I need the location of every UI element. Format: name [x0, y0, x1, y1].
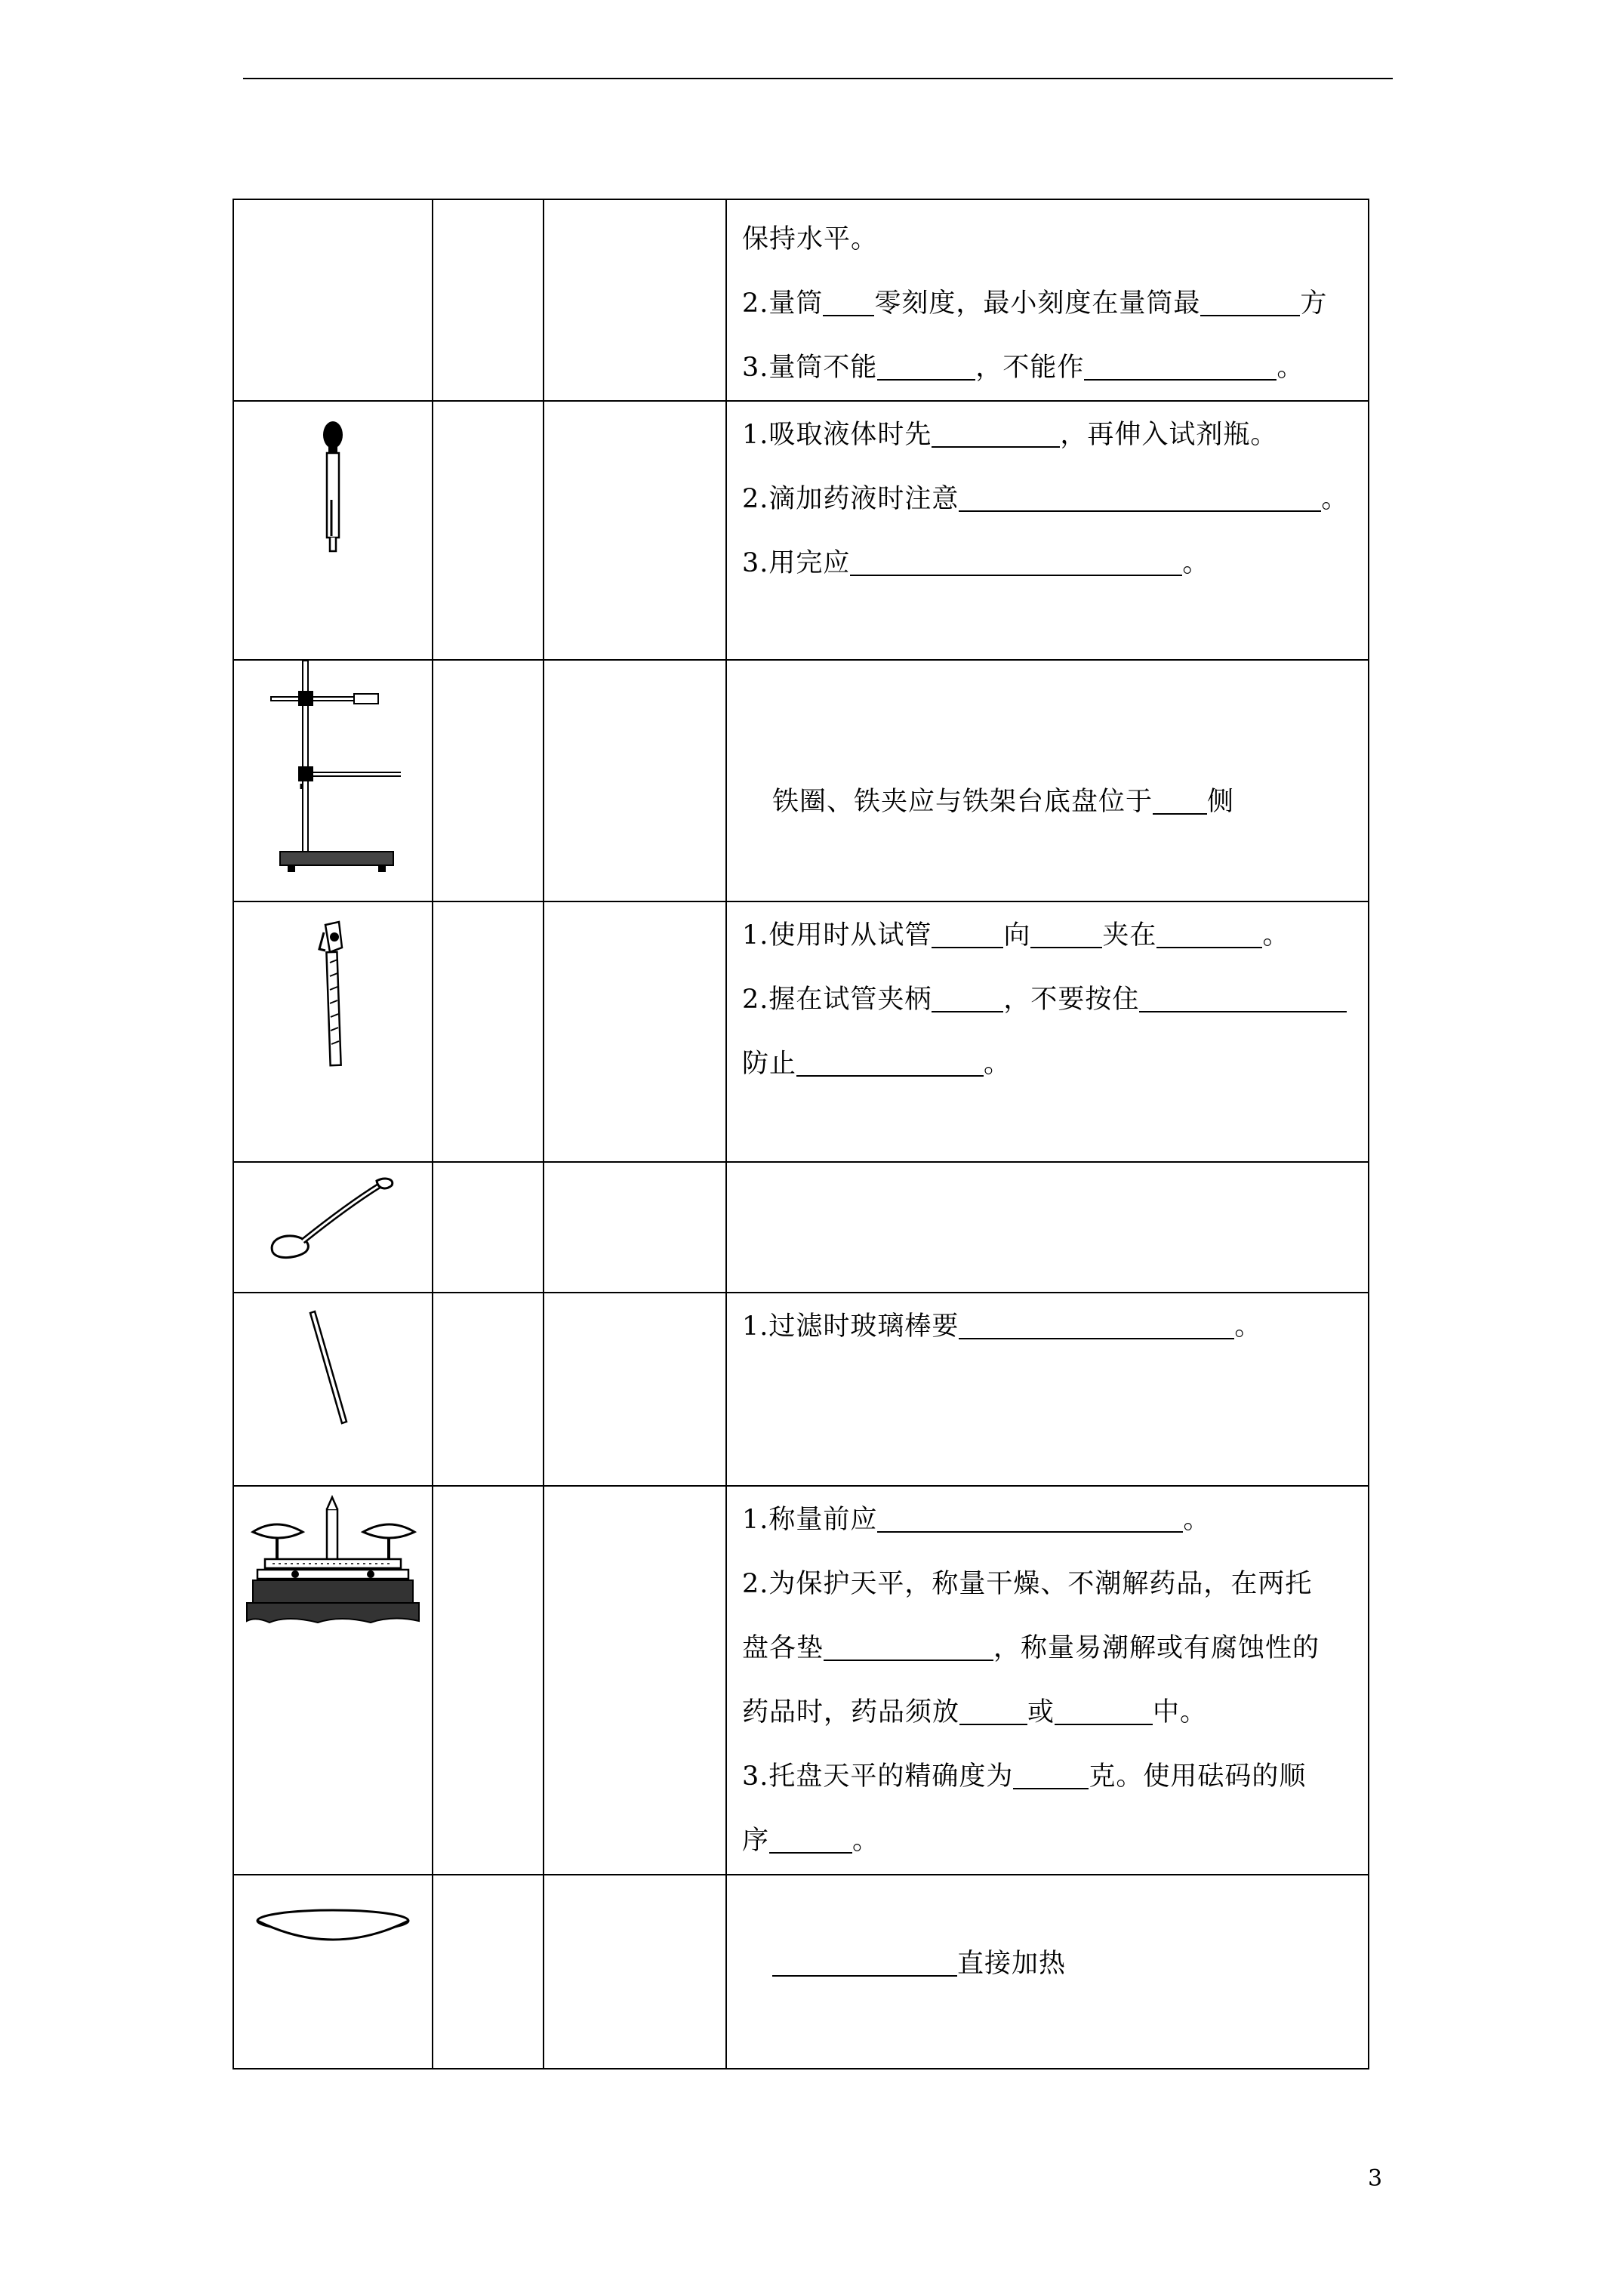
notes-cell [726, 1293, 1369, 1486]
table-row [233, 1162, 1369, 1293]
use-cell [544, 1162, 726, 1293]
note-line: 序 。 [742, 1826, 880, 1856]
notes-cell [726, 1486, 1369, 1875]
note-line: 铁圈、铁夹应与铁架台底盘位于 侧 [772, 787, 1235, 817]
use-cell [544, 901, 726, 1162]
name-cell [433, 401, 544, 660]
table-row [233, 199, 1369, 401]
notes-cell [726, 401, 1369, 660]
note-line: 2.滴加药液时注意 。 [742, 484, 1349, 514]
name-cell [433, 199, 544, 401]
note-line: 盘各垫 ，称量易潮解或有腐蚀性的 [742, 1633, 1320, 1663]
fill-blank[interactable] [1013, 1762, 1089, 1789]
use-cell [544, 401, 726, 660]
note-line: 3.用完应 。 [742, 548, 1210, 578]
fill-blank[interactable] [959, 485, 1321, 512]
iron-stand-icon [265, 661, 401, 880]
table-row [233, 401, 1369, 660]
note-line: 1.过滤时玻璃棒要 。 [742, 1311, 1262, 1342]
evaporating-dish-icon [250, 1898, 416, 1959]
table-row [233, 660, 1369, 901]
test-tube-clamp-icon [303, 917, 363, 1068]
picture-cell [233, 401, 433, 660]
fill-blank[interactable] [1084, 353, 1277, 381]
name-cell [433, 1486, 544, 1875]
picture-cell [233, 1486, 433, 1875]
fill-blank[interactable] [824, 1634, 993, 1661]
table-row [233, 1875, 1369, 2069]
note-line: 3.托盘天平的精确度为 克。使用砝码的顺 [742, 1761, 1307, 1792]
table-row [233, 1293, 1369, 1486]
note-line: 2.握在试管夹柄 ，不要按住 [742, 968, 1368, 1032]
note-line: 保持水平。 [742, 224, 879, 254]
name-cell [433, 1162, 544, 1293]
header-rule [243, 78, 1393, 79]
picture-cell [233, 199, 433, 401]
fill-blank[interactable] [1153, 787, 1207, 815]
fill-blank[interactable] [877, 353, 975, 381]
fill-blank[interactable] [1030, 921, 1102, 948]
fill-blank[interactable] [823, 289, 874, 316]
picture-cell [233, 901, 433, 1162]
name-cell [433, 1875, 544, 2069]
note-line: 1.称量前应 。 [742, 1505, 1211, 1535]
table-row [233, 1486, 1369, 1875]
fill-blank[interactable] [769, 1826, 852, 1854]
use-cell [544, 1875, 726, 2069]
fill-blank[interactable] [796, 1049, 984, 1077]
notes-cell [726, 901, 1369, 1162]
dropper-icon [310, 409, 356, 560]
fill-blank[interactable] [1200, 289, 1300, 316]
lab-equipment-table [233, 199, 1369, 2069]
note-line: 2.量筒 零刻度，最小刻度在量筒最 方 [742, 288, 1328, 319]
note-line: 药品时，药品须放 或 中。 [742, 1697, 1208, 1727]
name-cell [433, 660, 544, 901]
fill-blank[interactable] [850, 549, 1182, 576]
spatula-icon [265, 1163, 401, 1268]
fill-blank[interactable] [1139, 985, 1347, 1012]
fill-blank[interactable] [932, 985, 1003, 1012]
use-cell [544, 660, 726, 901]
table-row [233, 901, 1369, 1162]
notes-cell [726, 660, 1369, 901]
fill-blank[interactable] [1156, 921, 1262, 948]
fill-blank[interactable] [959, 1312, 1234, 1339]
picture-cell [233, 1162, 433, 1293]
fill-blank[interactable] [772, 1949, 957, 1977]
use-cell [544, 199, 726, 401]
use-cell [544, 1486, 726, 1875]
note-line: 1.使用时从试管 向 夹在 。 [742, 920, 1290, 951]
page-number: 3 [1368, 2165, 1383, 2192]
notes-cell [726, 1875, 1369, 2069]
fill-blank[interactable] [959, 1698, 1027, 1725]
name-cell [433, 1293, 544, 1486]
fill-blank[interactable] [1055, 1698, 1153, 1725]
fill-blank[interactable] [932, 921, 1003, 948]
note-line: 3.量筒不能 ，不能作 。 [742, 353, 1304, 383]
name-cell [433, 901, 544, 1162]
picture-cell [233, 1875, 433, 2069]
balance-scale-icon [242, 1494, 423, 1630]
notes-cell [726, 199, 1369, 401]
picture-cell [233, 660, 433, 901]
note-line: 直接加热 [772, 1932, 1368, 1996]
picture-cell [233, 1293, 433, 1486]
use-cell [544, 1293, 726, 1486]
fill-blank[interactable] [877, 1505, 1183, 1533]
notes-cell [726, 1162, 1369, 1293]
note-line: 2.为保护天平，称量干燥、不潮解药品，在两托 [742, 1569, 1313, 1599]
note-line: 1.吸取液体时先 ，再伸入试剂瓶。 [742, 420, 1278, 450]
fill-blank[interactable] [932, 421, 1060, 448]
glass-rod-icon [303, 1308, 363, 1429]
note-line: 防止 。 [742, 1049, 1012, 1079]
